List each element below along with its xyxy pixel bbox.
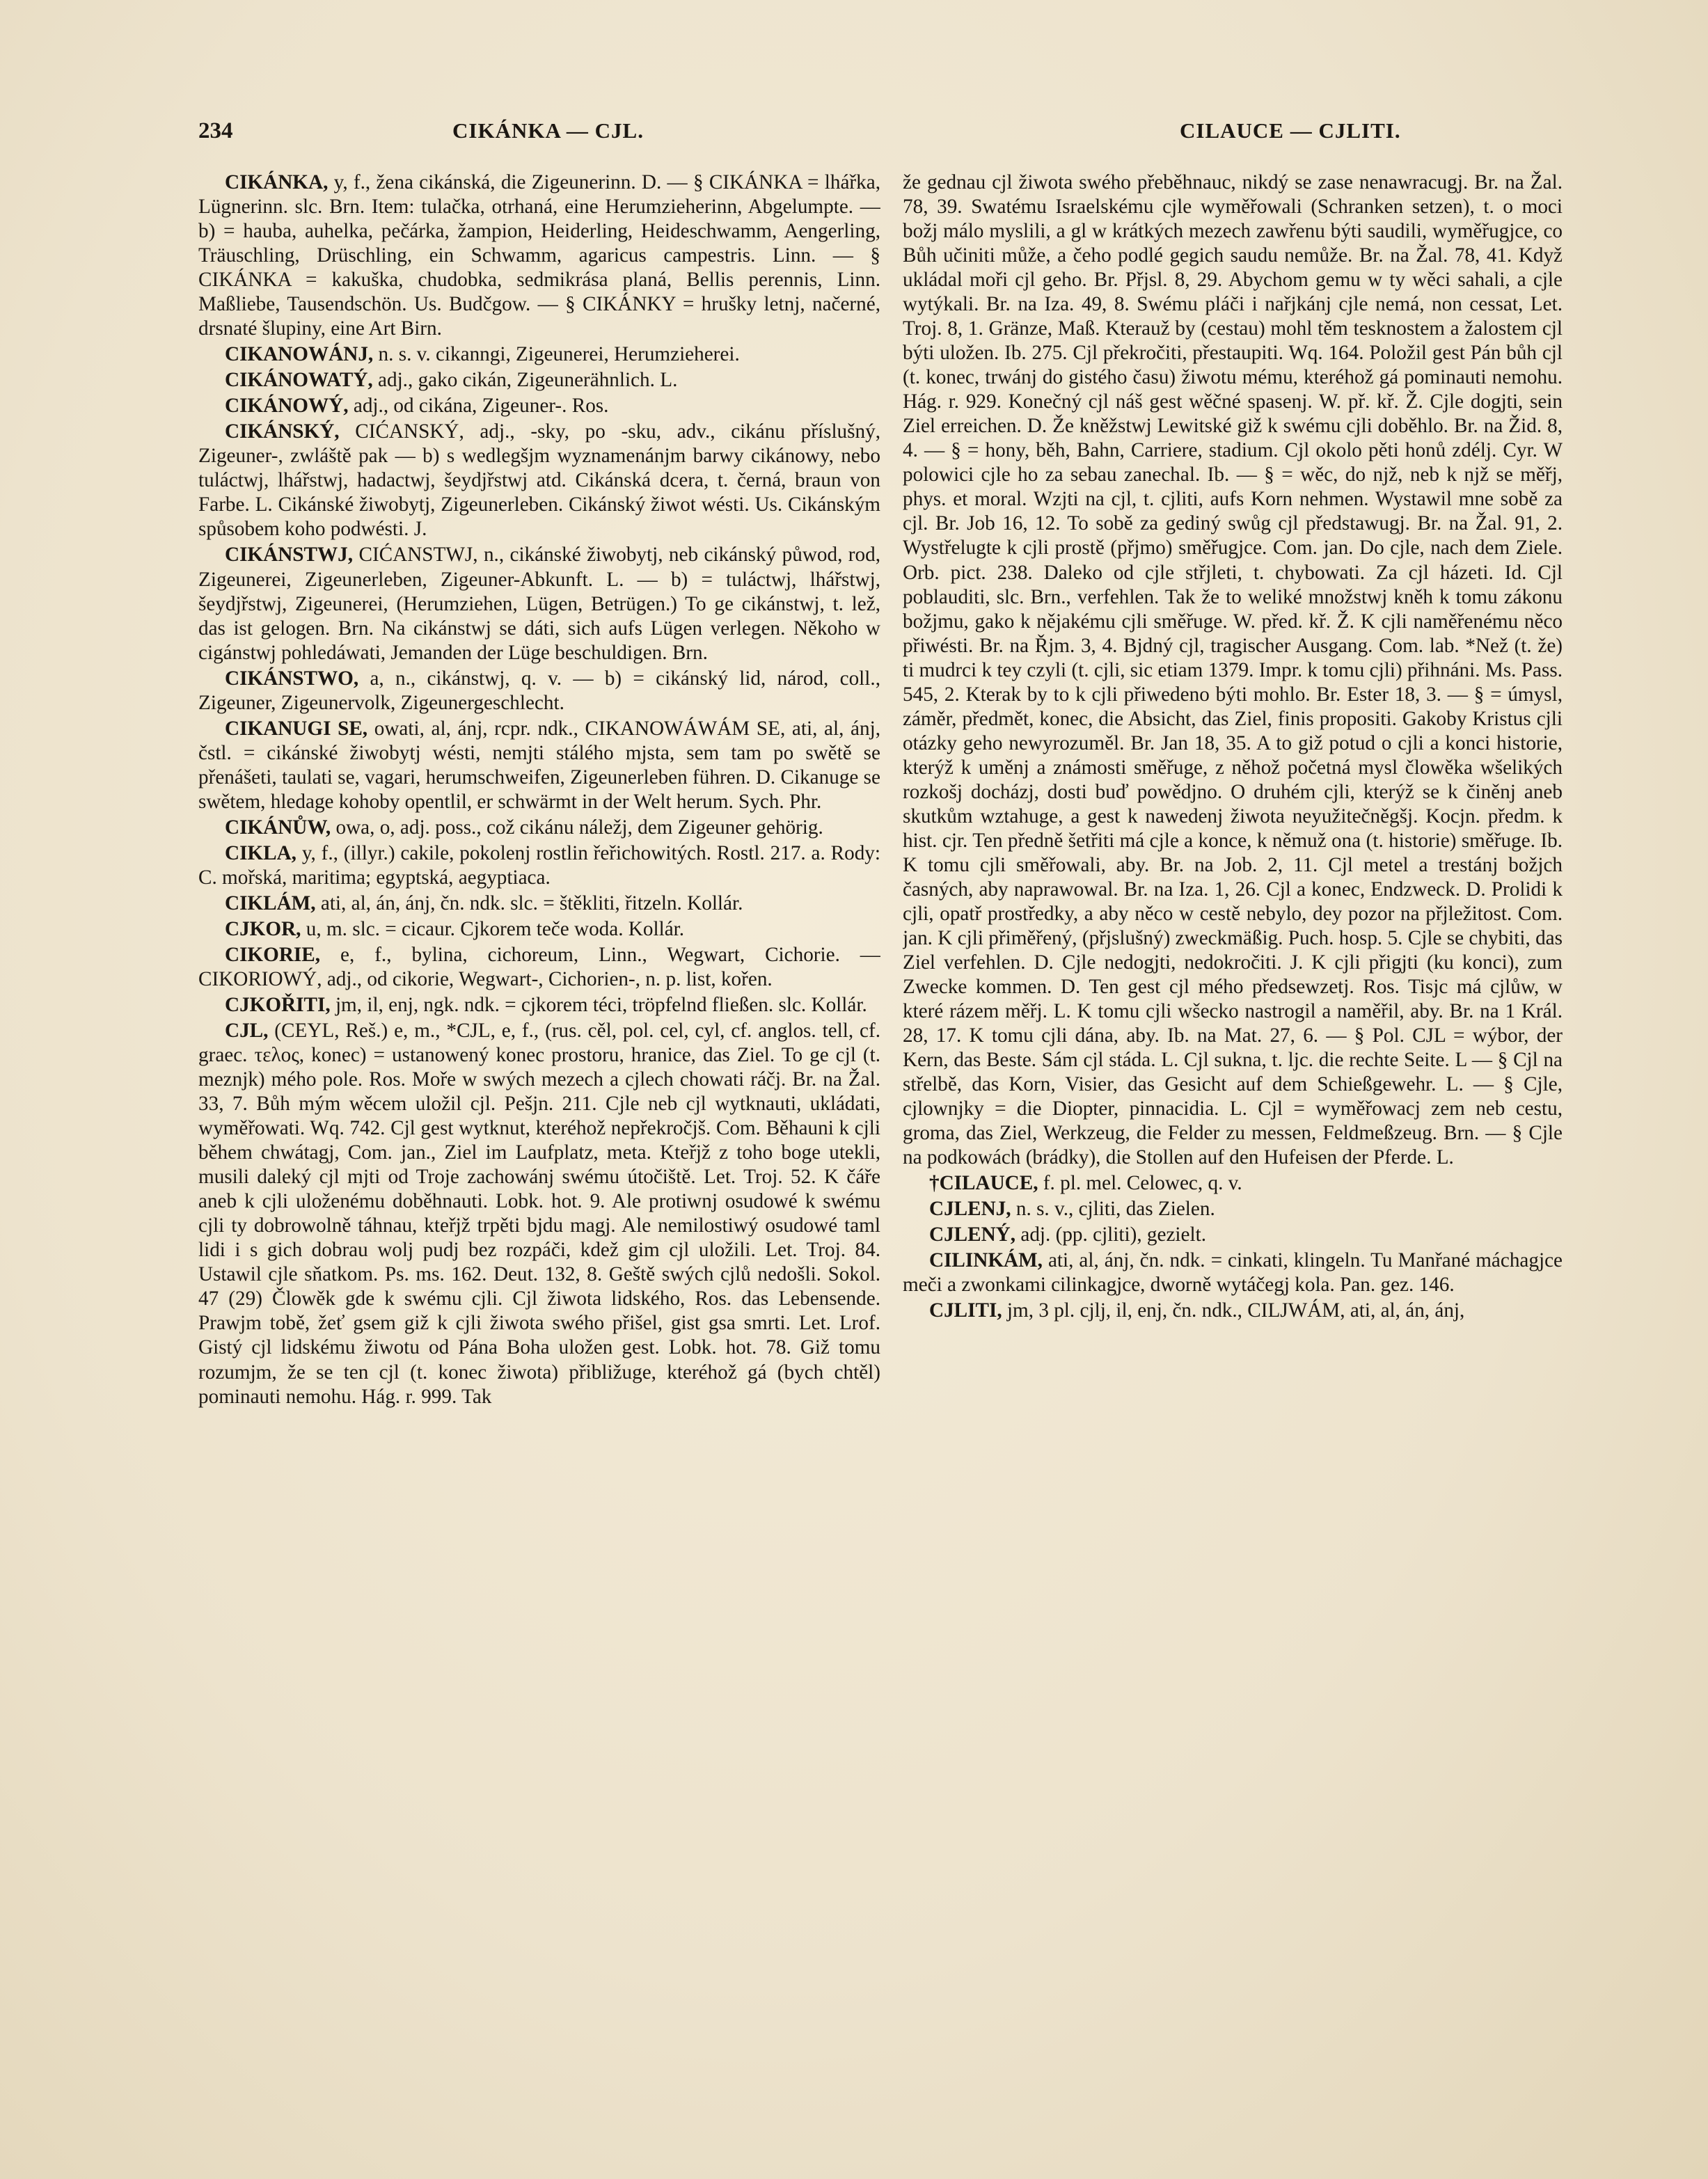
dictionary-entry <box>198 342 880 367</box>
dictionary-entry <box>903 1299 1563 1323</box>
entry-text: CIĆANSTWJ, n., cikánské žiwobytj, neb cikánský půwod, rod, Zigeunerei, Zigeunerleben, Zigeuner-Abkunft. L. — b) = tuláctwj, lhářstwj, šeydjřstwj, Zigeunerei, (Herumziehen, Lügen, Betrügen.) To ge cikánstwj, t. lež, das ist gelogen. Brn. Na cikánstwj se dáti, sich aufs Lügen verlegen. Někoho w cigánstwj pohledáwati, Jemanden der Lüge beschuldigen. Brn. <box>198 544 880 664</box>
entry-headword: CJLENÝ, <box>929 1223 1016 1246</box>
dictionary-entry <box>198 171 880 341</box>
entry-text: jm, 3 pl. cjlj, il, enj, čn. ndk., CILJWÁM, ati, al, án, ánj, <box>1002 1299 1465 1322</box>
dictionary-entry <box>903 1171 1563 1196</box>
entry-text: e, f., bylina, cichoreum, Linn., Wegwart, Cichorie. — CIKORIOWÝ, adj., od cikorie, Wegwart-, Cichorien-, n. p. list, kořen. <box>198 943 880 990</box>
entry-text: jm, il, enj, ngk. ndk. = cjkorem téci, tröpfelnd fließen. slc. Kollár. <box>330 994 867 1017</box>
entry-headword: CIKÁNSTWO, <box>225 667 359 690</box>
entry-text: y, f., (illyr.) cakile, pokolenj rostlin řeřichowitých. Rostl. 217. a. Rody: C. mořská, maritima; egyptská, aegyptiaca. <box>198 841 880 889</box>
dictionary-entry <box>198 917 880 942</box>
entry-headword: CJKOR, <box>225 917 301 940</box>
entry-text: ati, al, án, ánj, čn. ndk. slc. = štěkliti, řitzeln. Kollár. <box>315 892 743 914</box>
entry-headword: CIKÁNŮW, <box>225 816 331 839</box>
left-column <box>198 171 880 2091</box>
entry-text: adj. (pp. cjliti), gezielt. <box>1015 1223 1207 1246</box>
dictionary-entry <box>198 1019 880 1409</box>
dictionary-entry <box>198 667 880 715</box>
dictionary-entry <box>198 368 880 393</box>
entry-headword: CIKÁNSKÝ, <box>225 420 340 443</box>
entry-headword: CIKÁNSTWJ, <box>225 544 354 566</box>
entry-text: adj., gako cikán, Zigeunerähnlich. L. <box>372 369 678 392</box>
entry-text: u, m. slc. = cicaur. Cjkorem teče woda. Kollár. <box>301 917 685 940</box>
dictionary-entry <box>198 394 880 418</box>
entry-headword: CIKLÁM, <box>225 892 316 914</box>
entry-headword: CIKLA, <box>225 841 296 864</box>
left-running-head: CIKÁNKA — CJL. <box>452 118 644 143</box>
entry-headword: CILINKÁM, <box>929 1249 1043 1272</box>
entry-headword: CJKOŘITI, <box>225 994 331 1017</box>
entry-headword: CIKÁNOWÝ, <box>225 395 349 418</box>
dictionary-entry <box>198 892 880 916</box>
entry-text: adj., od cikána, Zigeuner-. Ros. <box>348 395 609 418</box>
dictionary-entry <box>198 816 880 840</box>
entry-text: ati, al, ánj, čn. ndk. = cinkati, klingeln. Tu Manřané máchagjce meči a zwonkami cilinkagjce, dworně wytáčegj kola. Pan. gez. 146. <box>903 1249 1563 1297</box>
dictionary-entry <box>198 993 880 1017</box>
entry-headword: CIKÁNKA, <box>225 171 329 193</box>
right-running-head: CILAUCE — CJLITI. <box>1180 118 1401 143</box>
entry-text: že gednau cjl žiwota swého přeběhnauc, nikdý se zase nenawracugj. Br. na Žal. 78, 39. Swatému Israelskému cjle wyměřowali (Schranken setzen), t. o moci božj málo myslili, a gl w krátkých mezech zawřenu býti saudili, wyměřugjce, co Bůh učiniti může, a čeho podlé gegich saudu nemůže. Br. na Žal. 78, 41. Když ukládal moři cjl geho. Br. Přjsl. 8, 29. Abychom gemu w ty wěci sahali, a cjle wytýkali. Br. na Iza. 49, 8. Swému pláči i nařjkánj cjle nemá, non cessat, Let. Troj. 8, 1. Gränze, Maß. Kterauž by (cestau) mohl těm tesknostem a žalostem cjl býti uložen. Ib. 275. Cjl překročiti, přestaupiti. Wq. 164. Položil gest Pán bůh cjl (t. konec, trwánj do gistého času) žiwotu mému, kteréhož gá pominauti nemohu. Hág. r. 929. Konečný cjl náš gest wěčné spasenj. W. př. kř. Ž. Cjle dogjti, sein Ziel erreichen. D. Že kněžstwj Lewitské giž k swému cjli doběhlo. Br. na Žid. 8, 4. — § = hony, běh, Bahn, Carriere, stadium. Cjl okolo pěti honů zdélj. Cyr. W polowici cjle ho za sebau zanechal. Ib. — § = wěc, do njž, neb k njž se měřj, phys. et moral. Wzjti na cjl, t. cjliti, aufs Korn nehmen. Wystawil mne sobě za cjl. Br. Job 16, 12. To sobě za gediný swůg cjl předstawugj. Br. na Žal. 91, 2. Wystřelugte k cjli prostě (přjmo) směřugjce. Com. jan. Do cjle, nach dem Ziele. Orb. pict. 238. Daleko od cjle střjleti, t. chybowati. Za cjl házeti. Id. Cjl poblauditi, slc. Brn., verfehlen. Tak že to weliké množstwj kněh k tomu zákonu božjmu, gako k nějakému cjli směřuge. W. před. kř. Ž. K cjli naměřenému něco přiwésti. Br. na Řjm. 3, 4. Bjdný cjl, tragischer Ausgang. Com. lab. *Než (t. že) ti mudrci k tey czyli (t. cjli, sic etiam 1379. Impr. k tomu cjli) přihnáni. Ms. Pass. 545, 2. Kterak by to k cjli přiwedeno býti mohlo. Br. Ester 18, 3. — § = úmysl, záměr, předmět, konec, die Absicht, das Ziel, finis propositi. Gakoby Kristus cjli otázky geho newyrozuměl. Br. Jan 18, 35. A to giž potud o cjli a konci historie, kterýž k uměnj a známosti směřuge, z něhož početná mysl člowěka wšelikých rozkošj docházj, dosti buď powědjno. O druhém cjli, kterýž se k činěnj aneb skutkům wztahuge, a gest k nawedenj žiwota neyužitečněgšj. Kocjn. předm. k hist. cjr. Ten předně šetřiti má cjle a konce, k němuž ona (t. historie) směřuge. Ib. K tomu cjli směřowali, aby. Br. na Job. 2, 11. Cjl metel a trestánj božjch časných, aby naprawowal. Br. na Iza. 1, 26. Cjl a konec, Endzweck. D. Prolidi k cjli, opatř prostředky, a aby něco w cestě nebylo, dey pozor na přjležitost. Com. jan. K cjli přiměřený, (přjslušný) zweckmäßig. Puch. hosp. 5. Cjle se chybiti, das Ziel verfehlen. D. Cjle nedogjti, nedokročiti. J. K cjli přigjti (ku konci), zum Zwecke kommen. D. Ten gest cjl mého předsewzetj. Ros. Tisjc má cjlůw, w které rázem měřj. L. K tomu cjli wšecko nastrogil a naměřil, aby. Br. na 1 Král. 28, 17. K tomu cjli dána, aby. Ib. na Mat. 27, 6. — § Pol. CJL = wýbor, der Kern, das Beste. Sám cjl stáda. L. Cjl sukna, t. ljc. die rechte Seite. L — § Cjl na střelbě, das Korn, Visier, das Gesicht auf dem Schießgewehr. L. — § Cjle, cjlownjky = die Diopter, pinnacidia. L. Cjl = wyměřowacj zem neb cestu, groma, das Ziel, Werkzeug, die Felder zu messen, Feldmeßzeug. Brn. — § Cjle na podkowách (brádky), die Stollen auf den Hufeisen der Pferde. L. <box>903 171 1563 1169</box>
page-number: 234 <box>198 118 233 143</box>
page-header <box>198 118 1545 160</box>
dictionary-entry <box>198 717 880 814</box>
dictionary-entry <box>903 1249 1563 1297</box>
entry-headword: CIKANOWÁNJ, <box>225 343 374 366</box>
entry-headword: CIKÁNOWATÝ, <box>225 369 373 392</box>
entry-headword: CJLENJ, <box>929 1198 1011 1221</box>
entry-headword: CJL, <box>225 1020 269 1043</box>
entry-text: CIĆANSKÝ, adj., -sky, po -sku, adv., cikánu příslušný, Zigeuner-, zwláště pak — b) s wedlegšjm wyznamenánjm barwy cikánowy, nebo tuláctwj, lhářstwj, hadactwj, šeydjřstwj atd. Cikánská dcera, t. černá, braun von Farbe. L. Cikánské žiwobytj, Zigeunerleben. Cikánský žiwot wésti. Us. Cikánským spůsobem koho podwésti. J. <box>198 420 880 541</box>
right-column <box>903 171 1563 2091</box>
dictionary-entry <box>198 841 880 890</box>
entry-headword: CIKORIE, <box>225 943 321 966</box>
dictionary-entry <box>198 420 880 541</box>
entry-text: a, n., cikánstwj, q. v. — b) = cikánský lid, národ, coll., Zigeuner, Zigeunervolk, Zigeunergeschlecht. <box>198 667 880 714</box>
dictionary-entry <box>903 171 1563 1170</box>
entry-text: (CEYL, Reš.) e, m., *CJL, e, f., (rus. cěl, pol. cel, cyl, cf. anglos. tell, cf. graec. τελος, konec) = ustanowený konec prostoru, hranice, das Ziel. To ge cjl (t. meznjk) mého pole. Ros. Moře w swých mezech a cjlech chowati ráčj. Br. na Žal. 33, 7. Bůh mým wěcem uložil cjl. Pešjn. 211. Cjle neb cjl wytknauti, ukládati, wyměřowati. Wq. 742. Cjl gest wytknut, kteréhož nepřekročjš. Com. Běhauni k cjli během chwátagj, Com. jan., Ziel im Laufplatz, meta. Kteřjž z toho boge utekli, musili daleký cjl mjti od Troje zachowánj swému útočiště. Let. Troj. 52. K čáře aneb k cjli uloženému doběhnauti. Lobk. hot. 9. Ale protiwnj osudowé k swému cjli ty dobrowolně táhnau, kteřjž trpěti bjdu magj. Ale nemilostiwý osudowé taml lidi i s gich dobrau wolj pudj bez rozpáči, kdež gim cjl uložili. Let. Troj. 84. Ustawil cjle sňatkom. Ps. ms. 162. Deut. 132, 8. Geště swých cjlů nedošli. Sokol. 47 (29) Člowěk gde k swému cjli. Cjl žiwota lidského, Ros. das Lebensende. Prawjm tobě, žeť gsem giž k cjli žiwota swého přišel, gist gsa smrti. Let. Lrof. Gistý cjl lidskému žiwotu od Pána Boha uložen gest. Lobk. hot. 78. Giž tomu rozumjm, že se ten cjl (t. konec žiwota) přibližuge, kteréhož gá (bych chtěl) pominauti nemohu. Hág. r. 999. Tak <box>198 1020 880 1408</box>
dictionary-entry <box>903 1223 1563 1247</box>
entry-headword: †CILAUCE, <box>929 1172 1038 1195</box>
entry-text: owati, al, ánj, rcpr. ndk., CIKANOWÁWÁM SE, ati, al, ánj, čstl. = cikánské žiwobytj wésti, nemjti stálého mjsta, sem tam po swětě se přenášeti, taulati se, vagari, herumschweifen, Zigeunerleben führen. D. Cikanuge se swětem, hledage kohoby opentlil, er schwärmt in der Welt herum. Sych. Phr. <box>198 717 880 813</box>
dictionary-entry <box>903 1197 1563 1221</box>
entry-text: owa, o, adj. poss., což cikánu náležj, dem Zigeuner gehörig. <box>331 816 823 839</box>
entry-text: n. s. v., cjliti, das Zielen. <box>1011 1198 1215 1221</box>
dictionary-entry <box>198 543 880 665</box>
entry-text: y, f., žena cikánská, die Zigeunerinn. D. — § CIKÁNKA = lhářka, Lügnerinn. slc. Brn. Item: tulačka, otrhaná, eine Herumzieherinn, Abgelumpte. — b) = hauba, auhelka, pečárka, žampion, Heiderling, Heideschwamm, Aengerling, Träuschling, Drüschling, ein Schwamm, agaricus campestris. Linn. — § CIKÁNKA = kakuška, chudobka, sedmikrása planá, Bellis perennis, Linn. Maßliebe, Tausendschön. Us. Budčgow. — § CIKÁNKY = hrušky letnj, načerné, drsnaté šlupiny, eine Art Birn. <box>198 171 880 340</box>
entry-text: n. s. v. cikanngi, Zigeunerei, Herumzieherei. <box>373 343 740 366</box>
entry-text: f. pl. mel. Celowec, q. v. <box>1038 1172 1242 1195</box>
entry-headword: CJLITI, <box>929 1299 1002 1322</box>
dictionary-entry <box>198 943 880 992</box>
entry-headword: CIKANUGI SE, <box>225 717 368 740</box>
